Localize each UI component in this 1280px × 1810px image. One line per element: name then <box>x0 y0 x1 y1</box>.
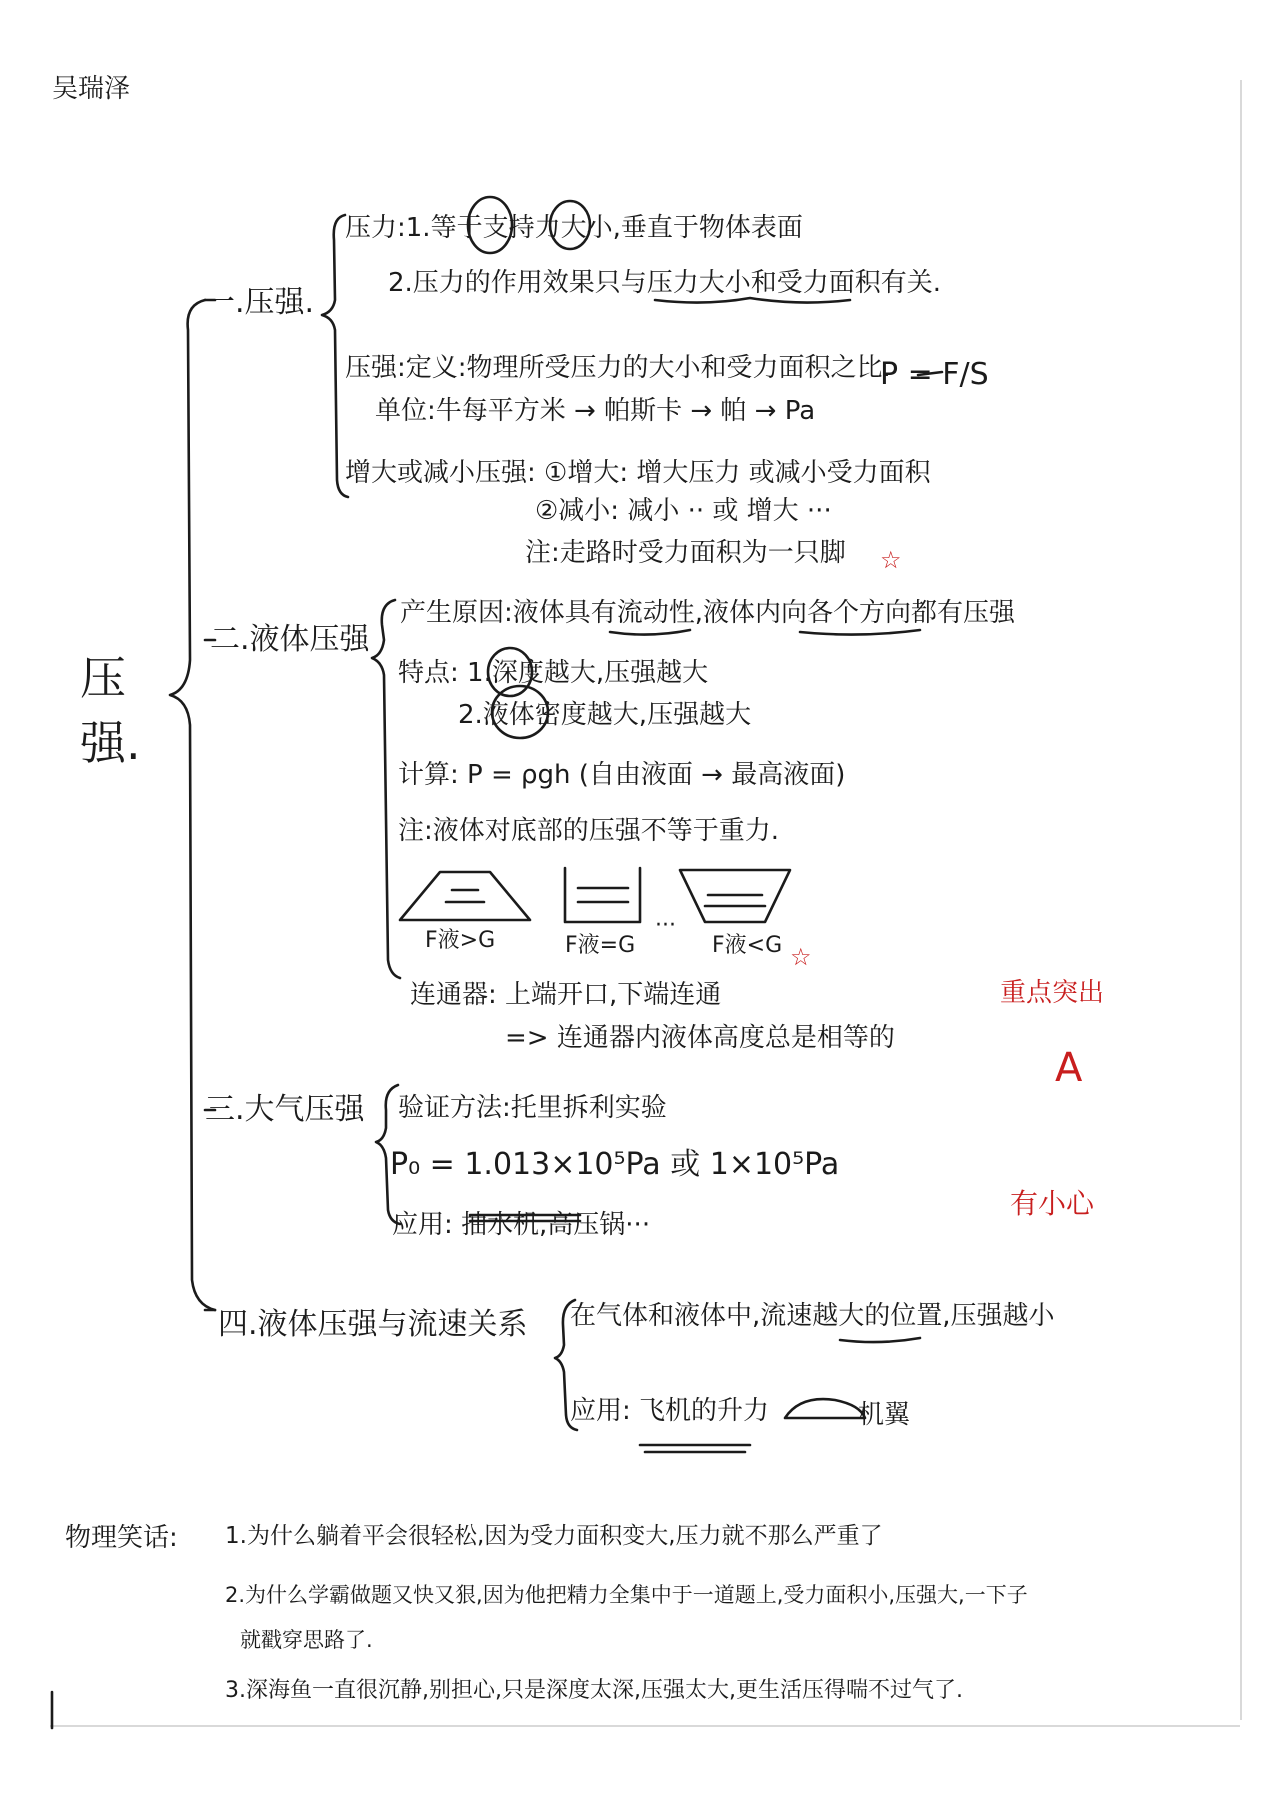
s2-note: 注:液体对底部的压强不等于重力. <box>398 816 780 846</box>
vessel-3-label: F液<G <box>712 933 783 958</box>
s1-line-pressure-effect: 2.压力的作用效果只与压力大小和受力面积有关. <box>388 268 942 298</box>
s4-apps: 应用: 飞机的升力 <box>570 1396 770 1426</box>
grade-mark: A <box>1055 1045 1083 1091</box>
s1-line-pressure-def: 压力:1.等于支持力大小,垂直于物体表面 <box>345 213 803 243</box>
margin-note-emphasis: 重点突出 <box>1000 978 1105 1008</box>
s2-connector-1: 连通器: 上端开口,下端连通 <box>410 980 722 1010</box>
vessel-dots: ··· <box>655 913 676 938</box>
jokes-title: 物理笑话: <box>65 1523 178 1553</box>
vessel-1-label: F液>G <box>425 928 496 953</box>
joke-2a: 2.为什么学霸做题又快又狠,因为他把精力全集中于一道题上,受力面积小,压强大,一下子 <box>225 1583 1028 1607</box>
joke-3: 3.深海鱼一直很沉静,别担心,只是深度太深,压强太大,更生活压得喘不过气了. <box>225 1678 963 1703</box>
joke-1: 1.为什么躺着平会很轻松,因为受力面积变大,压力就不那么严重了 <box>225 1523 883 1549</box>
s3-value: P₀ = 1.013×10⁵Pa 或 1×10⁵Pa <box>390 1147 840 1182</box>
wing-label: 机翼 <box>858 1400 911 1430</box>
s2-connector-2: => 连通器内液体高度总是相等的 <box>505 1023 895 1053</box>
vessel-2-label: F液=G <box>565 933 636 958</box>
margin-note-careful: 有小心 <box>1010 1187 1095 1220</box>
author-name: 吴瑞泽 <box>52 74 131 104</box>
s2-star: ☆ <box>790 943 812 971</box>
s3-method: 验证方法:托里拆利实验 <box>398 1093 667 1123</box>
s2-feature-2: 2.液体密度越大,压强越大 <box>458 700 752 730</box>
s1-formula: P = F/S <box>880 357 989 392</box>
s1-line-unit: 单位:牛每平方米 → 帕斯卡 → 帕 → Pa <box>375 396 816 426</box>
s1-line-note: 注:走路时受力面积为一只脚 <box>525 538 846 568</box>
s1-star: ☆ <box>880 546 902 574</box>
s2-cause: 产生原因:液体具有流动性,液体内向各个方向都有压强 <box>400 598 1016 628</box>
s3-apps: 应用: 抽水机,高压锅··· <box>392 1210 651 1240</box>
section-1-heading: 一.压强. <box>205 285 315 320</box>
s1-line-definition: 压强:定义:物理所受压力的大小和受力面积之比. <box>345 353 891 383</box>
section-3-heading: 三.大气压强 <box>205 1092 365 1127</box>
s2-calc: 计算: P = ρgh (自由液面 → 最高液面) <box>398 760 846 790</box>
root-title-part2: 强. <box>80 716 141 770</box>
s1-line-change: 增大或减小压强: ①增大: 增大压力 或减小受力面积 <box>345 458 931 488</box>
section-4-heading: 四.液体压强与流速关系 <box>218 1307 528 1342</box>
section-2-heading: 二.液体压强 <box>210 622 370 657</box>
s1-line-decrease: ②减小: 减小 ·· 或 增大 ··· <box>535 496 832 526</box>
s4-rule: 在气体和液体中,流速越大的位置,压强越小 <box>570 1301 1055 1331</box>
root-title-part1: 压 <box>80 651 126 705</box>
s2-feature-1: 特点: 1.深度越大,压强越大 <box>398 658 709 688</box>
joke-2b: 就戳穿思路了. <box>240 1628 373 1652</box>
